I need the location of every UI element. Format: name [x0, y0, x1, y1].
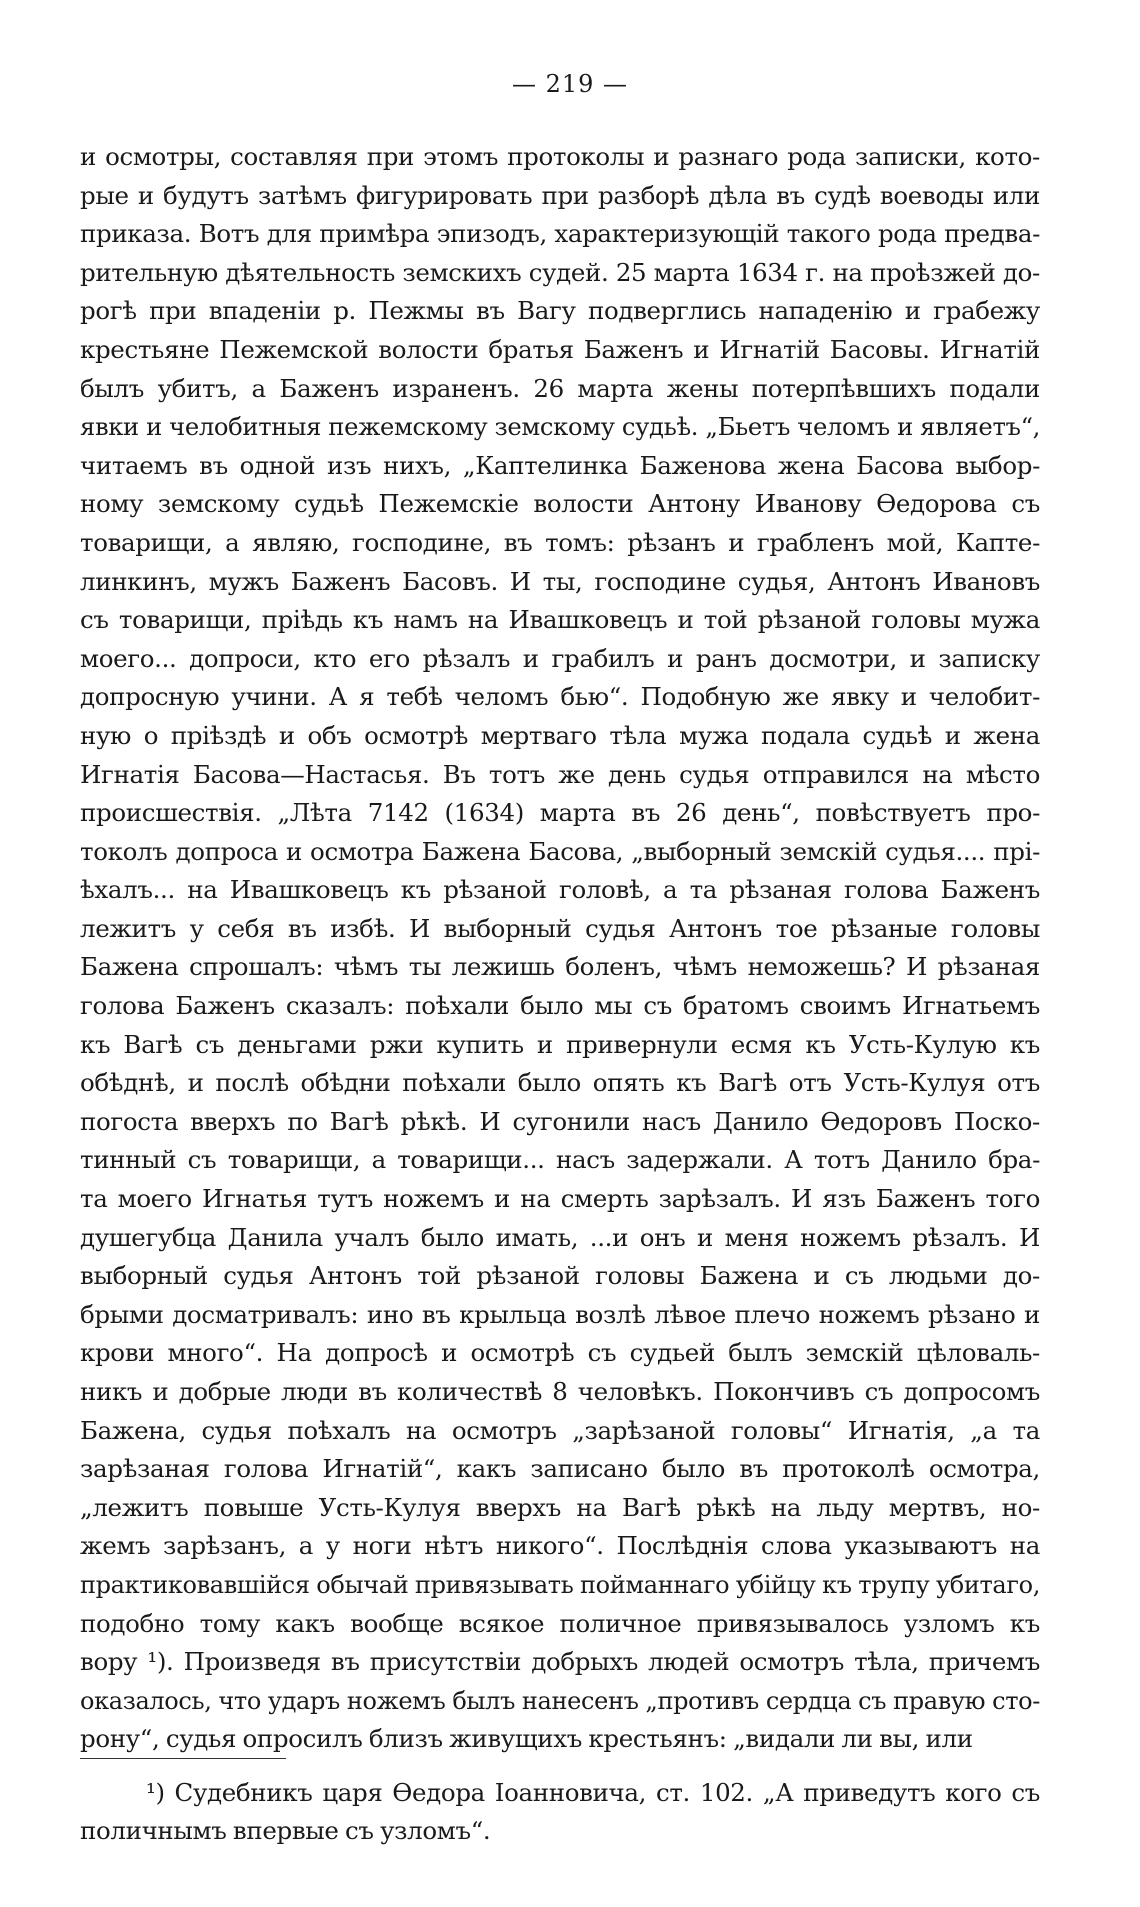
text-line: обѣднѣ, и послѣ обѣдни поѣхали было опять къ Вагѣ отъ Усть-Кулуя отъ [80, 1068, 1040, 1098]
text-line: ному земскому судьѣ Пежемскіе волости Антону Иванову Ѳедорова съ [80, 489, 1040, 519]
text-line: и осмотры, составляя при этомъ протоколы и разнаго рода записки, кото- [80, 142, 1040, 171]
text-line: явки и челобитныя пежемскому земскому судьѣ. „Бьетъ челомъ и являетъ“, [80, 412, 1040, 442]
text-line: линкинъ, мужъ Баженъ Басовъ. И ты, господине судья, Антонъ Ивановъ [80, 566, 1040, 596]
text-line: Игнатія Басова—Настасья. Въ тотъ же день судья отправился на мѣсто [80, 759, 1040, 789]
text-line: тинный съ товарищи, а товарищи... насъ задержали. А тотъ Данило бра- [80, 1145, 1040, 1175]
text-line: ѣхалъ... на Ивашковецъ къ рѣзаной головѣ, а та рѣзаная голова Баженъ [80, 875, 1040, 905]
main-text [80, 138, 1040, 1759]
text-line: съ товарищи, пріѣдь къ намъ на Ивашковецъ и той рѣзаной головы мужа [80, 605, 1040, 635]
text-line: жемъ зарѣзанъ, а у ноги нѣтъ никого“. Послѣднія слова указываютъ на [80, 1531, 1040, 1561]
text-line: крови много“. На допросѣ и осмотрѣ съ судьей былъ земскій цѣловаль- [80, 1338, 1040, 1368]
text-line: вору ¹). Произведя въ присутствіи добрыхъ людей осмотръ тѣла, причемъ [80, 1647, 1040, 1677]
text-line: Бажена, судья поѣхалъ на осмотръ „зарѣзаной головы“ Игнатія, „а та [80, 1415, 1040, 1445]
footnote-line: поличнымъ впервые съ узломъ“. [80, 1816, 491, 1845]
text-line: лежитъ у себя въ избѣ. И выборный судья Антонъ тое рѣзаные головы [80, 913, 1040, 943]
text-line: къ Вагѣ съ деньгами ржи купить и привернули есмя къ Усть-Кулую къ [80, 1029, 1040, 1059]
text-line: крестьяне Пежемской волости братья Баженъ и Игнатій Басовы. Игнатій [80, 334, 1040, 364]
text-line: приказа. Вотъ для примѣра эпизодъ, характеризующій такого рода предва- [80, 219, 1040, 249]
page-number: — 219 — [511, 70, 629, 98]
text-line: происшествія. „Лѣта 7142 (1634) марта въ 26 день“, повѣствуетъ про- [80, 798, 1040, 828]
text-line: моего... допроси, кто его рѣзалъ и грабилъ и ранъ досмотри, и записку [80, 643, 1040, 673]
text-line: токолъ допроса и осмотра Бажена Басова, „выборный земскій судья.... прі- [80, 836, 1040, 866]
text-line: практиковавшійся обычай привязывать пойманнаго убійцу къ трупу убитаго, [80, 1570, 1040, 1599]
text-line: читаемъ въ одной изъ нихъ, „Каптелинка Баженова жена Басова выбор- [80, 450, 1040, 480]
text-line: никъ и добрые люди въ количествѣ 8 человѣкъ. Покончивъ съ допросомъ [80, 1377, 1040, 1406]
footnote-line: ¹) Судебникъ царя Ѳедора Іоанновича, ст. 102. „А приведутъ кого съ [146, 1778, 1040, 1807]
text-line: подобно тому какъ вообще всякое поличное привязывалось узломъ къ [80, 1608, 1040, 1638]
text-line: оказалось, что ударъ ножемъ былъ нанесенъ „противъ сердца съ правую сто- [80, 1686, 1040, 1715]
text-line: „лежитъ повыше Усть-Кулуя вверхъ на Вагѣ рѣкѣ на льду мертвъ, но- [80, 1492, 1040, 1522]
text-line: погоста вверхъ по Вагѣ рѣкѣ. И сугонили насъ Данило Ѳедоровъ Поско- [80, 1106, 1040, 1136]
text-line: выборный судья Антонъ той рѣзаной головы Бажена и съ людьми до- [80, 1261, 1040, 1291]
text-line: зарѣзаная голова Игнатій“, какъ записано было въ протоколѣ осмотра, [80, 1454, 1040, 1484]
text-line: товарищи, а являю, господине, въ томъ: рѣзанъ и грабленъ мой, Капте- [80, 527, 1040, 557]
text-line: допросную учини. А я тебѣ челомъ бью“. Подобную же явку и челобит- [80, 682, 1040, 712]
text-line: рогѣ при впаденіи р. Пежмы въ Вагу подверглись нападенію и грабежу [80, 296, 1040, 326]
footnotes [80, 1774, 1040, 1850]
text-line: былъ убитъ, а Баженъ израненъ. 26 марта жены потерпѣвшихъ подали [80, 373, 1040, 403]
text-line: рительную дѣятельность земскихъ судей. 25 марта 1634 г. на проѣзжей до- [80, 257, 1040, 287]
text-line: душегубца Данила учалъ было имать, ...и онъ и меня ножемъ рѣзалъ. И [80, 1222, 1040, 1252]
text-line: рону“, судья опросилъ близъ живущихъ крестьянъ: „видали ли вы, или [80, 1724, 973, 1754]
text-line: та моего Игнатья тутъ ножемъ и на смерть зарѣзалъ. И язъ Баженъ того [80, 1184, 1040, 1214]
text-line: голова Баженъ сказалъ: поѣхали было мы съ братомъ своимъ Игнатьемъ [80, 991, 1040, 1021]
text-line: брыми досматривалъ: ино въ крыльца возлѣ лѣвое плечо ножемъ рѣзано и [80, 1299, 1040, 1329]
text-line: рые и будутъ затѣмъ фигурировать при разборѣ дѣла въ судѣ воеводы или [80, 180, 1040, 210]
text-line: ную о пріѣздѣ и объ осмотрѣ мертваго тѣла мужа подала судьѣ и жена [80, 720, 1040, 750]
text-line: Бажена спрошалъ: чѣмъ ты лежишь боленъ, чѣмъ неможешь? И рѣзаная [80, 952, 1040, 982]
footnote-separator [80, 1758, 286, 1759]
